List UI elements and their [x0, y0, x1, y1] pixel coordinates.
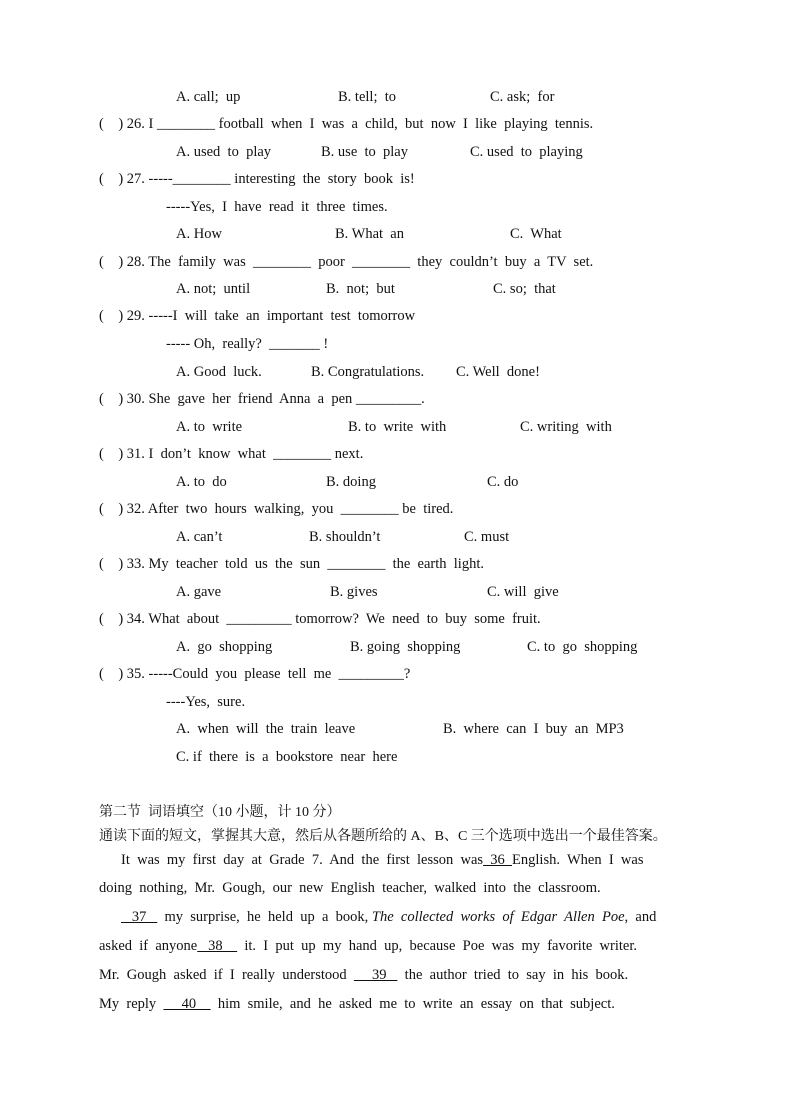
q35-option-c: C. if there is a bookstore near here [176, 749, 398, 765]
q30-option-b: B. to write with [348, 419, 447, 435]
q27-option-a: A. How [176, 226, 222, 242]
book-title: The collected works of Edgar Allen Poe [371, 909, 625, 925]
blank-36: 36 [483, 852, 513, 868]
q32-option-b: B. shouldn’t [309, 529, 381, 545]
passage-line-2: doing nothing, Mr. Gough, our new English teacher, walked into the classroom. [99, 880, 601, 896]
passage-line-5: Mr. Gough asked if I really understood 39 the author tried to say in his book. [99, 967, 629, 983]
q33-option-a: A. gave [176, 584, 222, 600]
q32-option-c: C. must [464, 529, 510, 545]
q28-option-a: A. not; until [176, 281, 251, 297]
q30-option-c: C. writing with [520, 419, 612, 435]
q34-option-a: A. go shopping [176, 639, 273, 655]
q27-option-c: C. What [510, 226, 562, 242]
q25-option-c: C. ask; for [490, 89, 555, 105]
q35-option-b: B. where can I buy an MP3 [443, 721, 624, 737]
q33-option-c: C. will give [487, 584, 559, 600]
section-title: 第二节 词语填空（10 小题，计 10 分） [99, 805, 341, 820]
q30-option-a: A. to write [176, 419, 243, 435]
blank-37: 37 [121, 909, 158, 925]
q33-stem: ( ) 33. My teacher told us the sun ________ the earth light. [99, 556, 484, 572]
passage-line-4: asked if anyone 38 it. I put up my hand up, because Poe was my favorite writer. [99, 938, 638, 954]
q28-option-c: C. so; that [493, 281, 556, 297]
q31-stem: ( ) 31. I don’t know what ________ next. [99, 446, 364, 462]
passage-line-1: It was my first day at Grade 7. And the first lesson was 36 English. When I was [121, 852, 644, 868]
q26-option-c: C. used to playing [470, 144, 583, 160]
q27-stem: ( ) 27. -----________ interesting the story book is! [99, 171, 415, 187]
q32-stem: ( ) 32. After two hours walking, you ________ be tired. [99, 501, 454, 517]
blank-38: 38 [197, 938, 238, 954]
q26-option-a: A. used to play [176, 144, 272, 160]
q25-option-a: A. call; up [176, 89, 241, 105]
q27-reply: -----Yes, I have read it three times. [166, 199, 388, 215]
q35-option-a: A. when will the train leave [176, 721, 356, 737]
section-instruction: 通读下面的短文，掌握其大意，然后从各题所给的 A、B、C 三个选项中选出一个最佳答案。 [99, 829, 667, 844]
q34-option-c: C. to go shopping [527, 639, 638, 655]
q29-option-a: A. Good luck. [176, 364, 262, 380]
blank-39: 39 [353, 967, 398, 983]
q28-stem: ( ) 28. The family was ________ poor ________ they couldn’t buy a TV set. [99, 254, 594, 270]
q25-option-b: B. tell; to [338, 89, 396, 105]
q33-option-b: B. gives [330, 584, 378, 600]
q29-option-b: B. Congratulations. [311, 364, 425, 380]
q26-stem: ( ) 26. I ________ football when I was a child, but now I like playing tennis. [99, 116, 594, 132]
q30-stem: ( ) 30. She gave her friend Anna a pen _________. [99, 391, 425, 407]
q28-option-b: B. not; but [326, 281, 395, 297]
q26-option-b: B. use to play [321, 144, 408, 160]
q29-option-c: C. Well done! [456, 364, 540, 380]
q35-reply: ----Yes, sure. [166, 694, 246, 710]
q35-stem: ( ) 35. -----Could you please tell me _________? [99, 666, 411, 682]
q27-option-b: B. What an [335, 226, 404, 242]
q29-stem: ( ) 29. -----I will take an important test tomorrow [99, 308, 416, 324]
q34-stem: ( ) 34. What about _________ tomorrow? We need to buy some fruit. [99, 611, 541, 627]
blank-40: 40 [163, 996, 211, 1012]
passage-line-3: 37 my surprise, he held up a book, The collected works of Edgar Allen Poe, and [121, 909, 657, 925]
q31-option-c: C. do [487, 474, 519, 490]
q31-option-a: A. to do [176, 474, 227, 490]
q31-option-b: B. doing [326, 474, 376, 490]
q29-reply: ----- Oh, really? _______ ! [166, 336, 329, 352]
q32-option-a: A. can’t [176, 529, 223, 545]
passage-line-6: My reply 40 him smile, and he asked me to write an essay on that subject. [99, 996, 615, 1012]
q34-option-b: B. going shopping [350, 639, 461, 655]
